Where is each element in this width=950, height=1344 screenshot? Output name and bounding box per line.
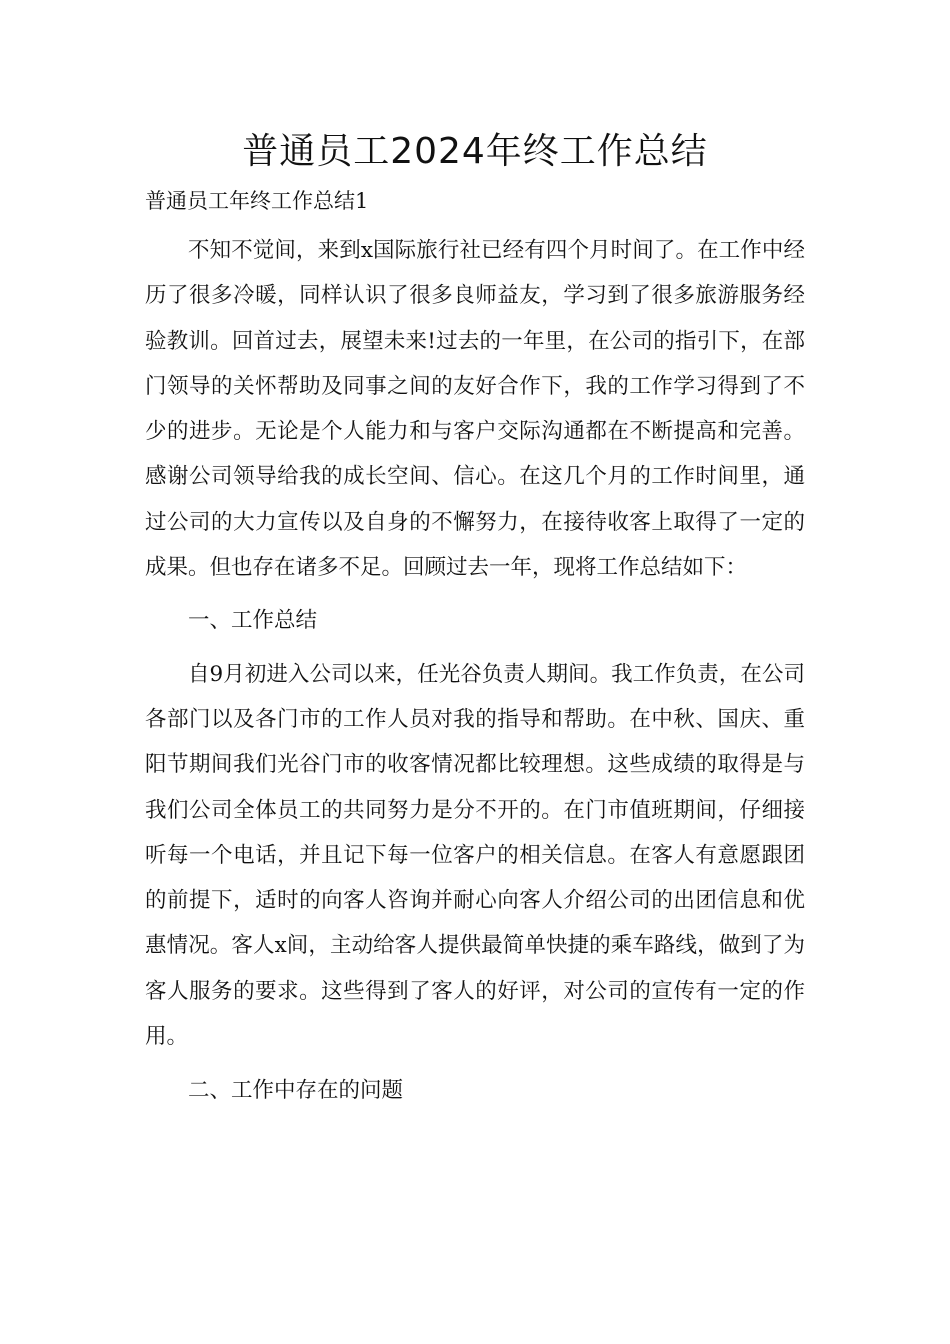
document-subtitle: 普通员工年终工作总结1 [145, 189, 369, 213]
section-heading-work-summary: 一、工作总结 [188, 608, 318, 634]
section-heading-problems: 二、工作中存在的问题 [188, 1078, 404, 1104]
document-body [145, 228, 805, 1114]
paragraph-intro: 不知不觉间，来到x国际旅行社已经有四个月时间了。在工作中经历了很多冷暖，同样认识了很多良师益友，学习到了很多旅游服务经验教训。回首过去，展望未来!过去的一年里，在公司的指引下，在部门领导的关怀帮助及同事之间的友好合作下，我的工作学习得到了不少的进步。无论是个人能力和与客户交际沟通都在不断提高和完善。感谢公司领导给我的成长空间、信心。在这几个月的工作时间里，通过公司的大力宣传以及自身的不懈努力，在接待收客上取得了一定的成果。但也存在诸多不足。回顾过去一年，现将工作总结如下： [145, 238, 805, 581]
document-title: 普通员工2024年终工作总结 [242, 131, 708, 172]
paragraph-work-summary: 自9月初进入公司以来，任光谷负责人期间。我工作负责，在公司各部门以及各门市的工作人员对我的指导和帮助。在中秋、国庆、重阳节期间我们光谷门市的收客情况都比较理想。这些成绩的取得是与我们公司全体员工的共同努力是分不开的。在门市值班期间，仔细接听每一个电话，并且记下每一位客户的相关信息。在客人有意愿跟团的前提下，适时的向客人咨询并耐心向客人介绍公司的出团信息和优惠情况。客人x间，主动给客人提供最简单快捷的乘车路线，做到了为客人服务的要求。这些得到了客人的好评，对公司的宣传有一定的作用。 [145, 661, 805, 1050]
